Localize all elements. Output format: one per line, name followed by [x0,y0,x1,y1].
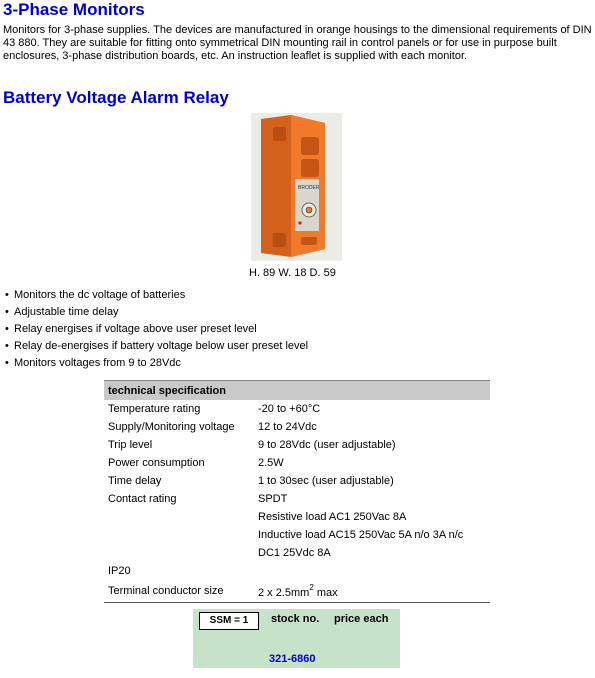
section-title: 3-Phase Monitors [3,0,145,19]
terminal-suffix: max [313,587,338,599]
product-photo [251,113,342,261]
spec-value: SPDT [258,493,288,505]
spec-label: Supply/Monitoring voltage [108,421,235,433]
feature-item: • Monitors the dc voltage of batteries [5,287,308,304]
feature-item: • Relay de-energises if battery voltage below user preset level [5,338,308,355]
spec-row [104,544,490,562]
relay-module-image [251,113,342,261]
spec-value: Resistive load AC1 250Vac 8A [258,511,407,523]
spec-label: Temperature rating [108,403,201,415]
spec-row [104,418,490,436]
spec-value: DC1 25Vdc 8A [258,547,331,559]
dimensions-caption: H. 89 W. 18 D. 59 [249,267,336,279]
spec-row [104,454,490,472]
spec-row [104,436,490,454]
spec-label: Contact rating [108,493,177,505]
spec-row [104,526,490,544]
feature-item: • Adjustable time delay [5,304,308,321]
spec-table [104,380,490,603]
spec-label: Terminal conductor size [104,580,254,603]
price-each-header: price each [334,613,389,625]
spec-value: Inductive load AC15 250Vac 5A n/o 3A n/c [258,529,464,541]
spec-value [254,580,490,603]
spec-row [104,508,490,526]
spec-value: 1 to 30sec (user adjustable) [258,475,394,487]
spec-row [104,562,490,580]
feature-list [5,287,308,372]
spec-row [104,472,490,490]
spec-label [104,508,254,526]
svg-text:BRODER: BRODER [298,185,320,191]
spec-row [104,400,490,418]
stock-number[interactable]: 321-6860 [269,653,316,665]
spec-value: 9 to 28Vdc (user adjustable) [258,439,396,451]
spec-value: 12 to 24Vdc [258,421,317,433]
spec-label: Trip level [108,439,153,451]
product-title: Battery Voltage Alarm Relay [3,88,229,107]
feature-item: • Monitors voltages from 9 to 28Vdc [5,355,308,372]
terminal-size: 2 x 2.5mm [258,587,310,599]
stock-no-header: stock no. [271,613,320,625]
spec-label [104,526,254,544]
superscript-two: 2 [309,583,314,592]
order-box [193,609,400,668]
spec-label: Time delay [108,475,162,487]
spec-value [254,562,490,580]
spec-value: -20 to +60°C [258,403,321,415]
ssm-badge: SSM = 1 [199,612,259,630]
intro-paragraph: Monitors for 3-phase supplies. The devices are manufactured in orange housings to the dimensional requirements of DIN 43 880. They are suitable for fitting onto symmetrical DIN mounting rail in control panels or for use in purpose built enclosures, 3-phase distribution boards, etc. An instruction leaflet is supplied with each monitor. [3,24,592,62]
spec-label [104,544,254,562]
spec-value: 2.5W [258,457,284,469]
spec-label: Power consumption [108,457,205,469]
feature-item: • Relay energises if voltage above user preset level [5,321,308,338]
spec-row [104,490,490,508]
spec-label: IP20 [108,565,131,577]
spec-row [104,580,490,603]
spec-table-header: technical specification [104,381,490,401]
